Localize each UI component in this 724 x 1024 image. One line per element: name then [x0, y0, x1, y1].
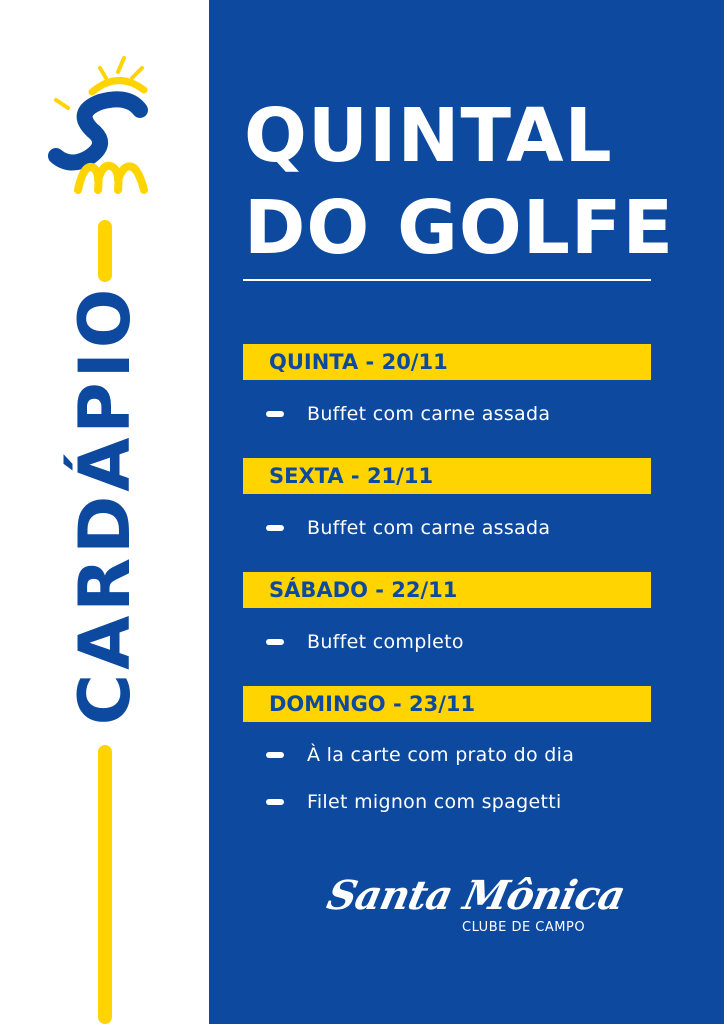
- menu-item-label: Filet mignon com spagetti: [307, 791, 562, 813]
- santa-monica-brand-logo: [323, 872, 629, 942]
- title-line-1: QUINTAL: [244, 93, 613, 179]
- day-header-sexta: SEXTA - 21/11: [243, 458, 651, 494]
- day-header-sabado: SÁBADO - 22/11: [243, 572, 651, 608]
- day-header-domingo: DOMINGO - 23/11: [243, 686, 651, 722]
- dash-bullet-icon: [266, 799, 284, 805]
- left-strip: [0, 0, 209, 1024]
- page-title: [244, 90, 674, 274]
- brand-subtitle: CLUBE DE CAMPO: [462, 920, 586, 935]
- title-line-2: DO GOLFE: [244, 185, 674, 271]
- menu-item-label: Buffet com carne assada: [307, 517, 551, 539]
- santa-monica-monogram-logo: [48, 50, 158, 200]
- dash-bullet-icon: [266, 411, 284, 417]
- dash-bullet-icon: [266, 752, 284, 758]
- menu-item-label: Buffet com carne assada: [307, 403, 551, 425]
- menu-item-label: À la carte com prato do dia: [307, 744, 575, 766]
- dash-bullet-icon: [266, 639, 284, 645]
- dash-bullet-icon: [266, 525, 284, 531]
- menu-item: [266, 787, 562, 817]
- menu-item-label: Buffet completo: [307, 631, 464, 653]
- brand-name: Santa Mônica: [323, 872, 629, 919]
- day-header-quinta: QUINTA - 20/11: [243, 344, 651, 380]
- menu-item: [266, 513, 550, 543]
- yellow-divider-line-bottom: [98, 745, 112, 1024]
- menu-item: [266, 740, 574, 770]
- title-divider: [243, 279, 651, 281]
- vertical-menu-title: CARDÁPIO: [64, 284, 146, 726]
- yellow-divider-line-top: [98, 220, 112, 282]
- menu-item: [266, 627, 464, 657]
- menu-item: [266, 399, 550, 429]
